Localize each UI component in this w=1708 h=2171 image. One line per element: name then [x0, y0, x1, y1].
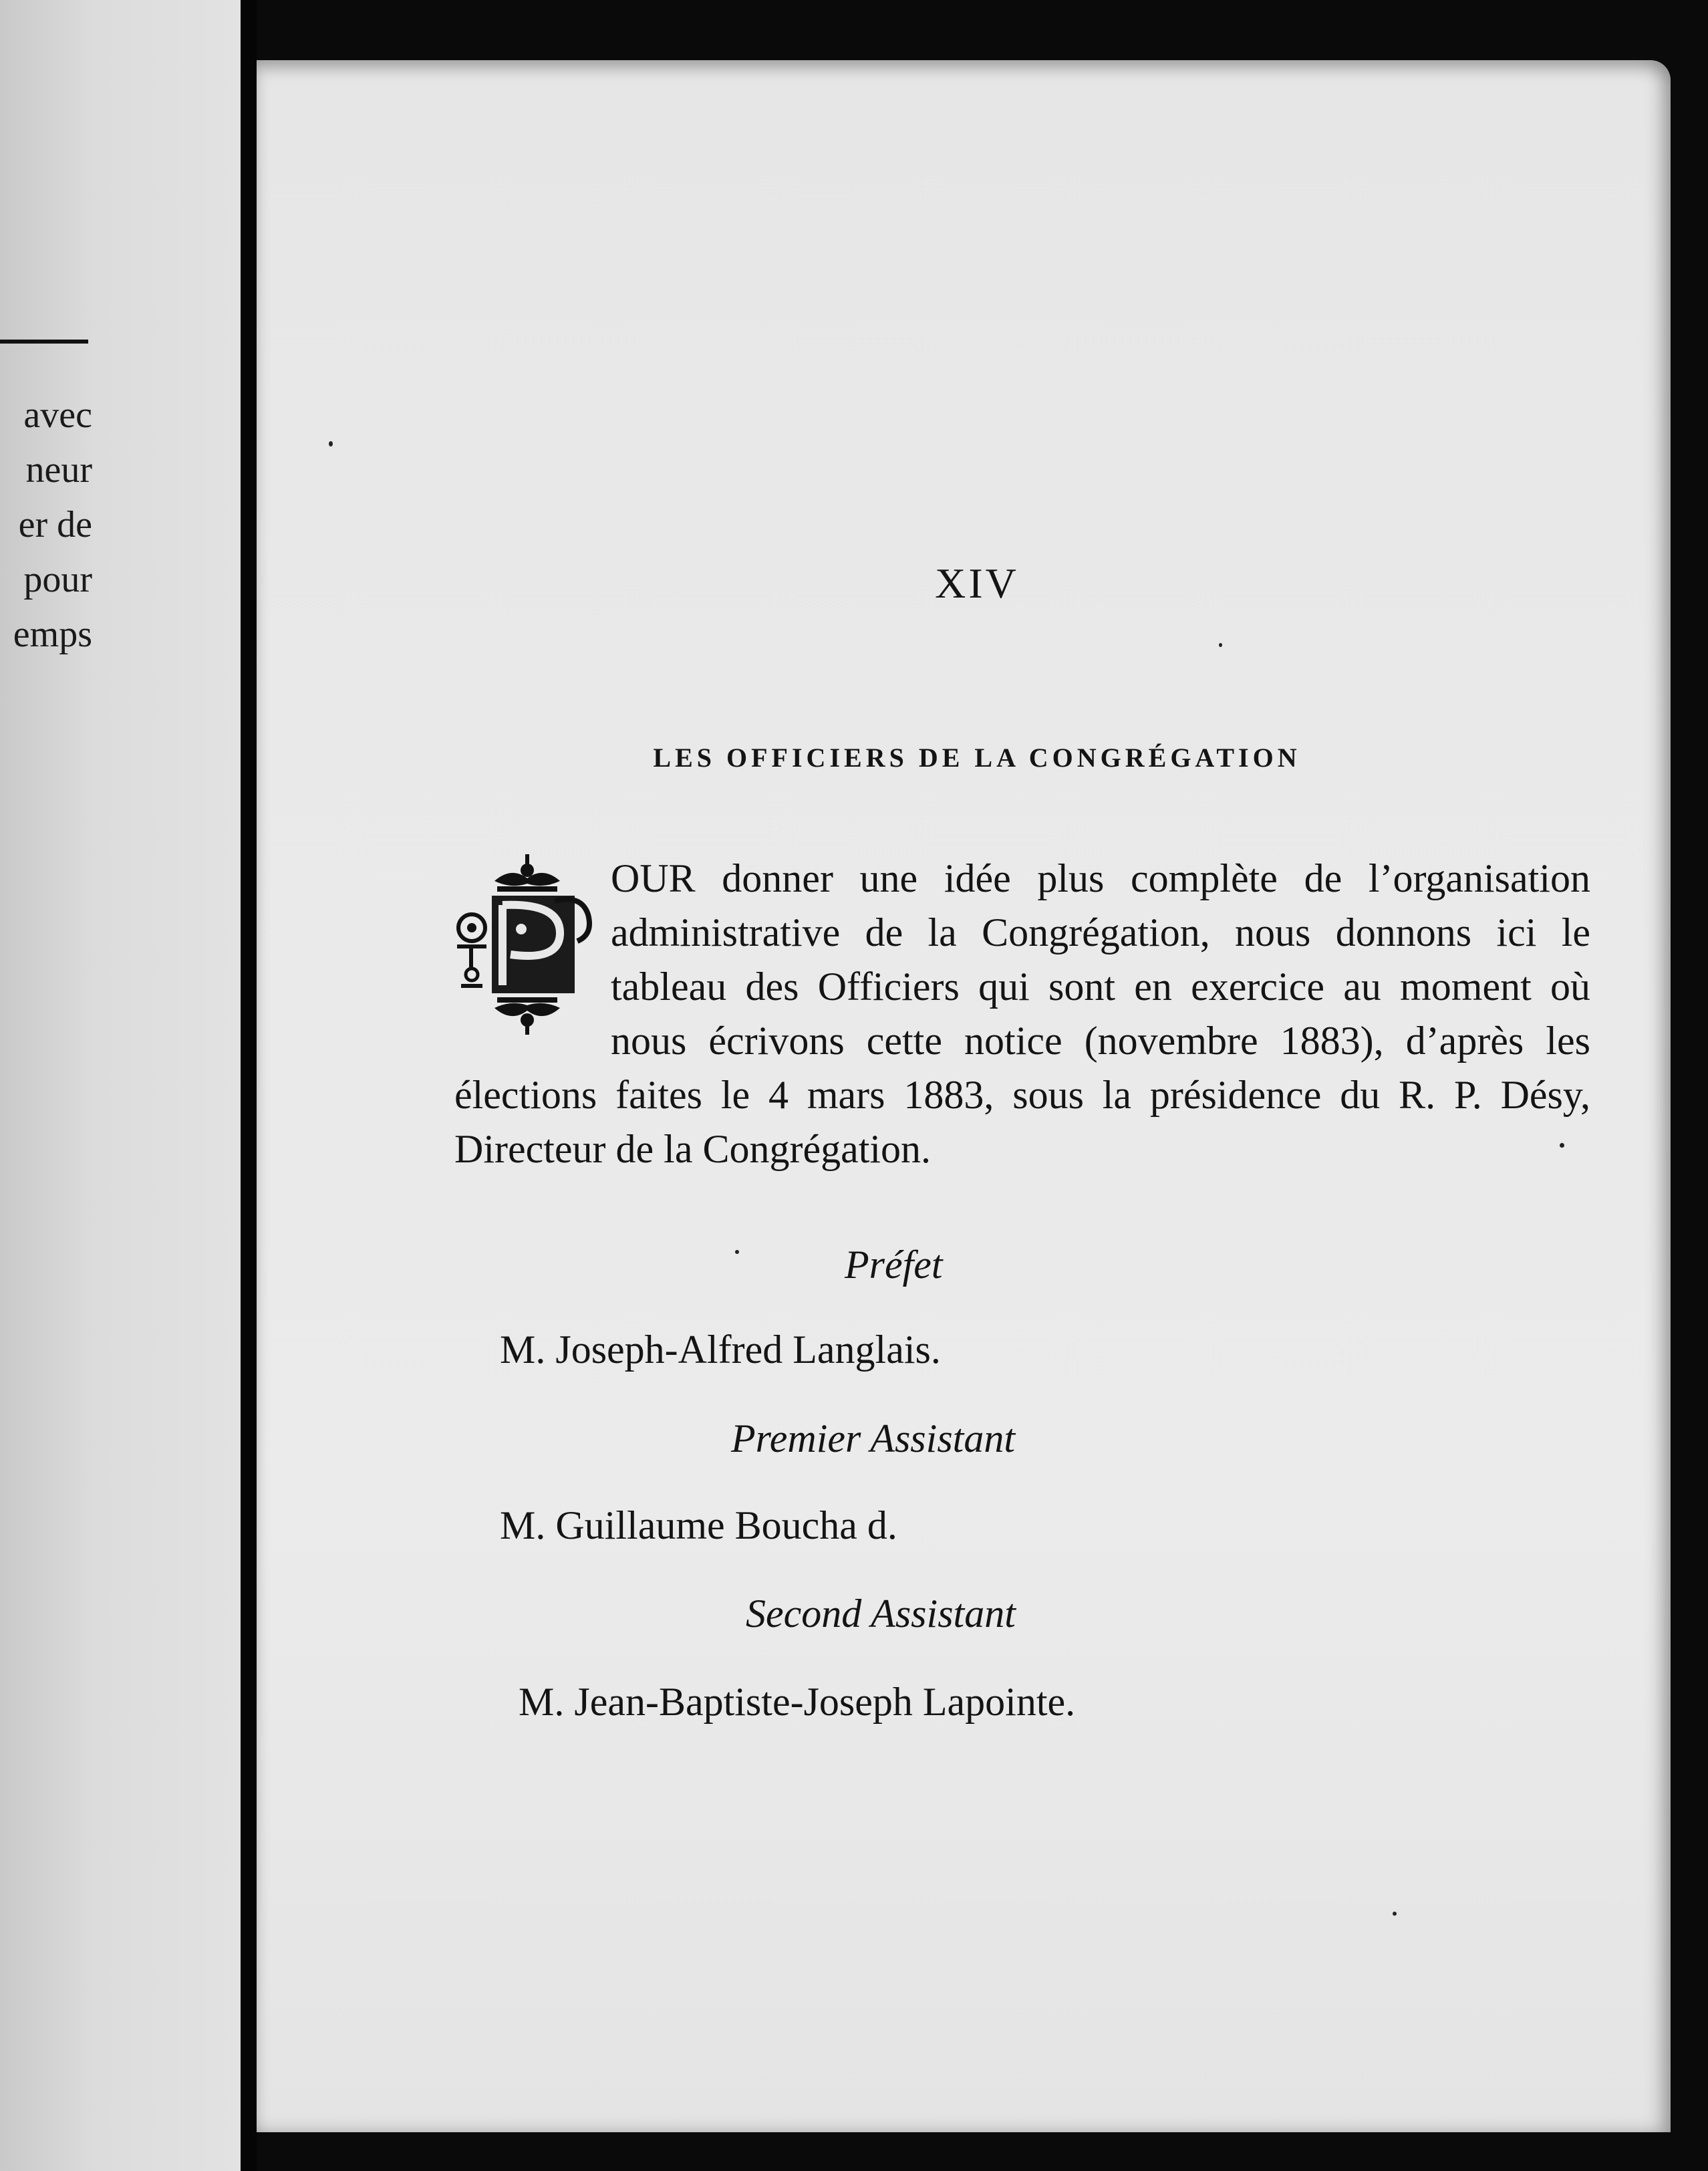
officer-name-premier-assistant: M. Guillaume Boucha d. [500, 1503, 897, 1547]
scan-speck [1560, 1143, 1564, 1148]
scan-speck [1393, 1912, 1397, 1916]
officer-role-prefet: Préfet [845, 1243, 943, 1287]
scan-speck [735, 1250, 739, 1254]
officer-role-second-assistant: Second Assistant [746, 1591, 1016, 1636]
book-page [257, 60, 1671, 2132]
section-rule [0, 340, 88, 344]
ornamental-drop-cap-icon [454, 854, 601, 1035]
previous-page-fragment [0, 0, 241, 2171]
scan-speck [1219, 643, 1222, 647]
previous-page-text [13, 388, 92, 662]
officer-role-premier-assistant: Premier Assistant [731, 1416, 1016, 1460]
officer-name-second-assistant: M. Jean-Baptiste-Joseph Lapointe. [519, 1680, 1076, 1724]
chapter-number: XIV [935, 559, 1019, 607]
book-gutter [241, 0, 257, 2171]
previous-line-1: avec [23, 394, 92, 436]
scan-speck [329, 441, 333, 446]
previous-line-5: emps [13, 614, 92, 655]
officer-name-prefet: M. Joseph-Alfred Langlais. [500, 1327, 941, 1372]
previous-line-3: er de [18, 504, 92, 545]
intro-text: OUR donner une idée plus complète de l’organisation administrative de la Congrégation, nous donnons ici le tableau des Officiers qui sont en exercice au moment où nous écrivons cette notice (novembre 1883), d’après les élections faites le 4 mars 1883, sous la présidence du R. P. Désy, Directeur de la Congrégation. [454, 856, 1590, 1171]
previous-line-4: pour [23, 559, 92, 600]
chapter-title: LES OFFICIERS DE LA CONGRÉGATION [653, 743, 1301, 773]
previous-line-2: neur [25, 449, 92, 491]
intro-paragraph [454, 852, 1590, 1176]
